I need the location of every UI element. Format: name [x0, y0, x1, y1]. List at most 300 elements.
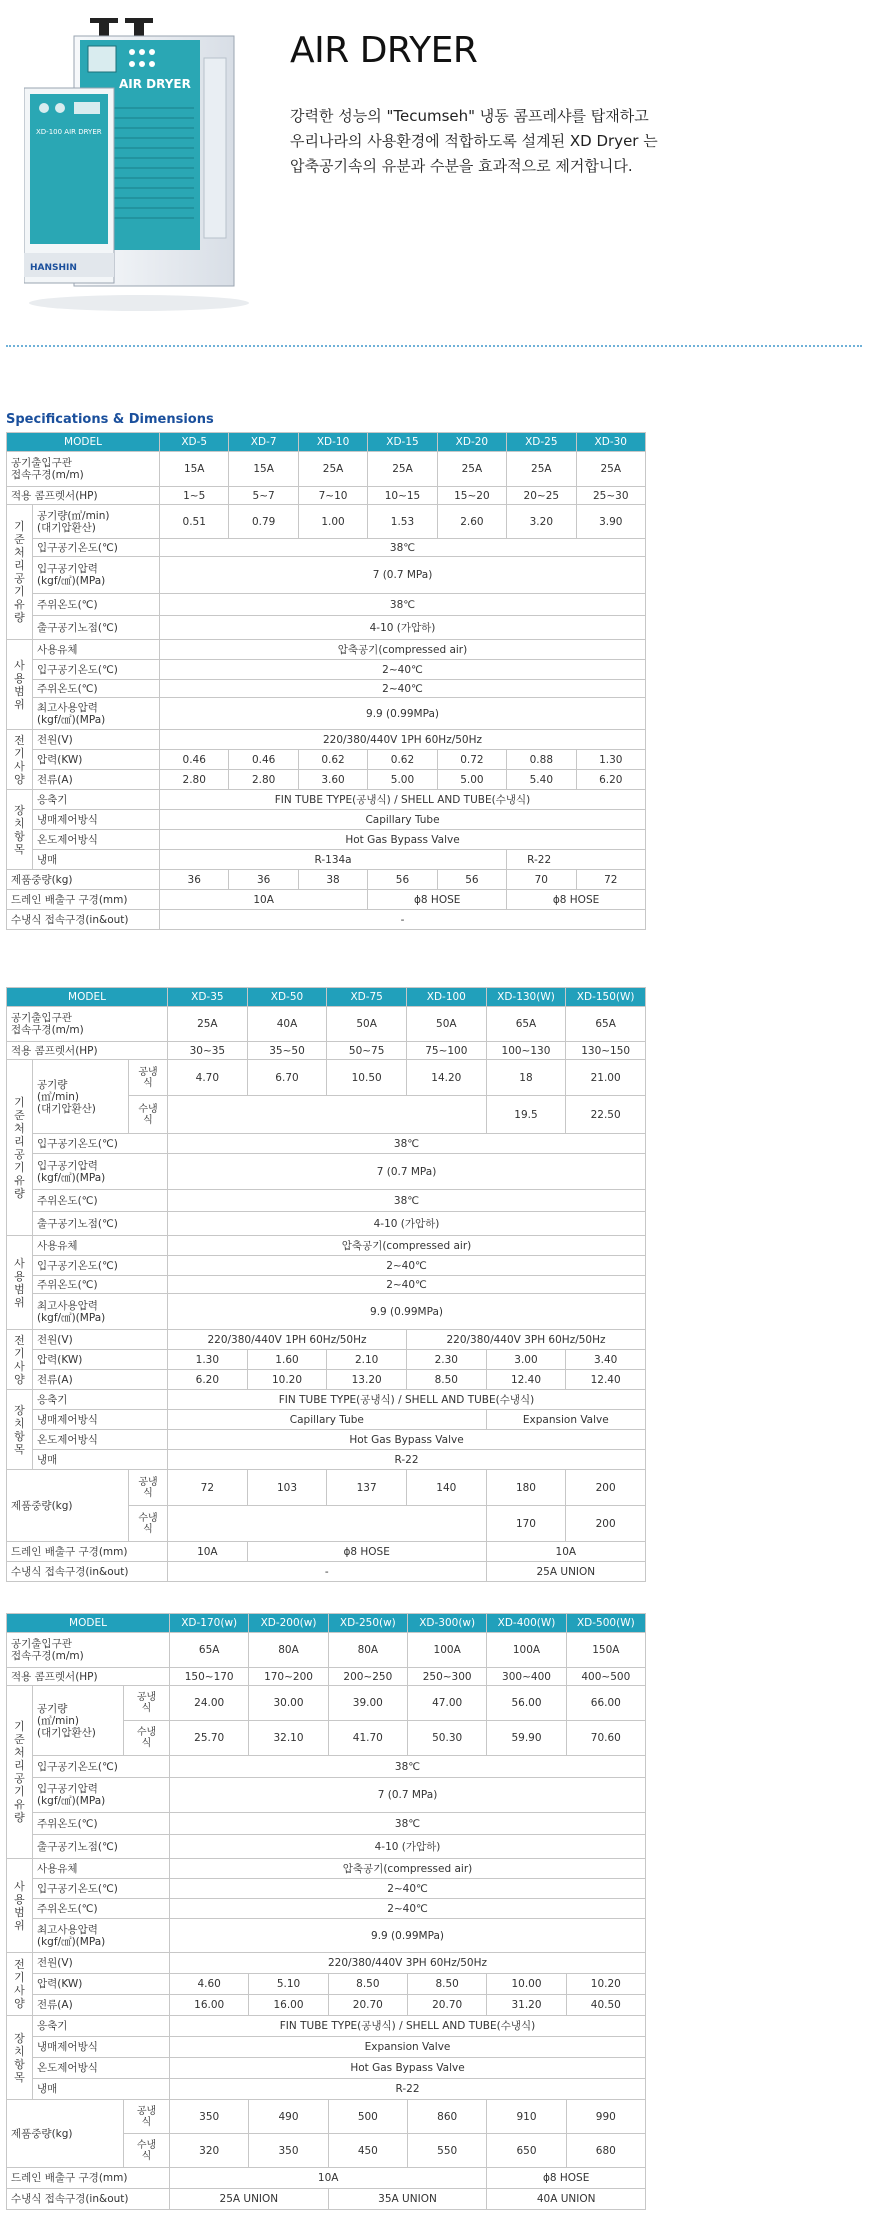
- table-cell: 80A: [249, 1633, 328, 1668]
- group-label: 장치 항목: [7, 2016, 33, 2100]
- table-cell: 1.30: [168, 1350, 248, 1370]
- table-cell: 38℃: [170, 1756, 646, 1778]
- table-cell: 47.00: [408, 1686, 487, 1721]
- table-cell: 1.60: [247, 1350, 327, 1370]
- header-cell: XD-15: [368, 433, 437, 452]
- table-cell: 4.70: [168, 1060, 248, 1096]
- table-cell: 3.40: [566, 1350, 646, 1370]
- table-cell: Hot Gas Bypass Valve: [170, 2058, 646, 2079]
- table-cell: 6.70: [247, 1060, 327, 1096]
- table-cell: 130~150: [566, 1042, 646, 1060]
- table-cell: 압축공기(compressed air): [168, 1236, 646, 1256]
- row-label: 압력(KW): [33, 1350, 168, 1370]
- table-row: [7, 1859, 646, 1879]
- table-cell: 38℃: [160, 539, 646, 557]
- sub-label: 수냉 식: [129, 1096, 168, 1134]
- table-row: [7, 790, 646, 810]
- table-cell: FIN TUBE TYPE(공냉식) / SHELL AND TUBE(수냉식): [168, 1390, 646, 1410]
- product-header: [0, 0, 870, 350]
- table-cell: 25~30: [576, 487, 645, 505]
- table-cell: 220/380/440V 3PH 60Hz/50Hz: [406, 1330, 645, 1350]
- table-cell: 170~200: [249, 1668, 328, 1686]
- table-row: [7, 2058, 646, 2079]
- table-cell: 3.20: [507, 505, 576, 539]
- table-row: [7, 1542, 646, 1562]
- sub-label: 수냉 식: [124, 1721, 170, 1756]
- row-label: 온도제어방식: [33, 830, 160, 850]
- table-cell: 6.20: [576, 770, 645, 790]
- table-row: [7, 1835, 646, 1859]
- table-cell: 35~50: [247, 1042, 327, 1060]
- table-cell: 5~7: [229, 487, 298, 505]
- table-cell: 910: [487, 2100, 566, 2134]
- row-label: 수냉식 접속구경(in&out): [7, 2189, 170, 2210]
- table-cell: 3.00: [486, 1350, 566, 1370]
- header-cell: XD-50: [247, 988, 327, 1007]
- row-label: 최고사용압력 (kgf/㎠)(MPa): [33, 698, 160, 730]
- table-cell: 12.40: [486, 1370, 566, 1390]
- table-cell: 0.51: [160, 505, 229, 539]
- table-row: [7, 1330, 646, 1350]
- section-divider: [6, 345, 862, 347]
- header-cell: XD-30: [576, 433, 645, 452]
- table-cell: 16.00: [249, 1995, 328, 2016]
- header-cell: XD-7: [229, 433, 298, 452]
- table-row: [7, 1236, 646, 1256]
- table-row: [7, 487, 646, 505]
- row-label: 드레인 배출구 구경(mm): [7, 890, 160, 910]
- table-cell: 9.9 (0.99MPa): [168, 1294, 646, 1330]
- row-label: 제품중량(kg): [7, 2100, 124, 2168]
- table-cell: 350: [170, 2100, 249, 2134]
- table-cell: 39.00: [328, 1686, 407, 1721]
- table-cell: 41.70: [328, 1721, 407, 1756]
- row-label: 전원(V): [33, 730, 160, 750]
- table-cell: 15A: [160, 452, 229, 487]
- table-cell: 0.62: [368, 750, 437, 770]
- table-cell: 50A: [327, 1007, 407, 1042]
- table-cell: 10A: [170, 2168, 487, 2189]
- table-cell: 100~130: [486, 1042, 566, 1060]
- table-cell: 0.46: [160, 750, 229, 770]
- header-cell: MODEL: [7, 433, 160, 452]
- group-label: 사용 범위: [7, 1859, 33, 1953]
- row-label: 주위온도(℃): [33, 594, 160, 616]
- table-row: [7, 698, 646, 730]
- table-cell: ϕ8 HOSE: [507, 890, 646, 910]
- table-cell: -: [160, 910, 646, 930]
- table-cell: 38℃: [168, 1134, 646, 1154]
- table-row: [7, 1042, 646, 1060]
- row-label: 입구공기온도(℃): [33, 1879, 170, 1899]
- table-cell: 10~15: [368, 487, 437, 505]
- row-label: 입구공기온도(℃): [33, 660, 160, 680]
- group-label: 사용 범위: [7, 640, 33, 730]
- table-cell: R-22: [507, 850, 646, 870]
- table-cell: Hot Gas Bypass Valve: [160, 830, 646, 850]
- row-label: 온도제어방식: [33, 2058, 170, 2079]
- header-cell: XD-35: [168, 988, 248, 1007]
- table-cell: 0.79: [229, 505, 298, 539]
- row-label: 사용유체: [33, 640, 160, 660]
- row-label: 냉매제어방식: [33, 810, 160, 830]
- table-cell: 1~5: [160, 487, 229, 505]
- table-cell: 990: [566, 2100, 645, 2134]
- row-label: 주위온도(℃): [33, 1813, 170, 1835]
- table-cell: 2~40℃: [168, 1276, 646, 1294]
- table-cell: 70: [507, 870, 576, 890]
- table-cell: 56: [437, 870, 506, 890]
- table-cell: 0.62: [298, 750, 367, 770]
- table-cell: 32.10: [249, 1721, 328, 1756]
- sub-label: 공냉 식: [124, 2100, 170, 2134]
- table-cell: ϕ8 HOSE: [487, 2168, 646, 2189]
- table-row: [7, 870, 646, 890]
- table-cell: 10A: [168, 1542, 248, 1562]
- row-label: 입구공기온도(℃): [33, 1756, 170, 1778]
- row-label: 적용 콤프렛서(HP): [7, 1042, 168, 1060]
- row-label: 주위온도(℃): [33, 680, 160, 698]
- table-row: [7, 452, 646, 487]
- table-row: [7, 1410, 646, 1430]
- table-cell: 압축공기(compressed air): [170, 1859, 646, 1879]
- row-label: 냉매제어방식: [33, 2037, 170, 2058]
- table-header-row: [7, 433, 646, 452]
- row-label: 압력(KW): [33, 750, 160, 770]
- table-row: [7, 2168, 646, 2189]
- row-label: 입구공기압력 (kgf/㎠)(MPa): [33, 557, 160, 594]
- table-cell: 25A: [168, 1007, 248, 1042]
- header-cell: XD-200(w): [249, 1614, 328, 1633]
- table-cell: 18: [486, 1060, 566, 1096]
- table-row: [7, 1562, 646, 1582]
- table-cell: 1.00: [298, 505, 367, 539]
- sub-label: 공냉 식: [129, 1060, 168, 1096]
- row-label: 입구공기온도(℃): [33, 1134, 168, 1154]
- header-cell: XD-400(W): [487, 1614, 566, 1633]
- table-row: [7, 1350, 646, 1370]
- table-cell: 56: [368, 870, 437, 890]
- table-cell: 100A: [408, 1633, 487, 1668]
- group-label: 기준 처리 공기 유량: [7, 505, 33, 640]
- table-row: [7, 1899, 646, 1919]
- table-row: [7, 640, 646, 660]
- group-label: 기준 처리 공기 유량: [7, 1686, 33, 1859]
- table-cell: 25A UNION: [486, 1562, 645, 1582]
- row-label: 공기량(㎥/min) (대기압환산): [33, 505, 160, 539]
- table-cell: 0.88: [507, 750, 576, 770]
- table-cell: 490: [249, 2100, 328, 2134]
- row-label: 응축기: [33, 2016, 170, 2037]
- row-label: 입구공기압력 (kgf/㎠)(MPa): [33, 1154, 168, 1190]
- table-row: [7, 557, 646, 594]
- table-row: [7, 2016, 646, 2037]
- table-cell: 10.20: [566, 1974, 645, 1995]
- table-cell: Expansion Valve: [170, 2037, 646, 2058]
- table-cell: 38℃: [168, 1190, 646, 1212]
- table-cell: 65A: [486, 1007, 566, 1042]
- table-row: [7, 1668, 646, 1686]
- table-row: [7, 1686, 646, 1721]
- table-cell: 2~40℃: [160, 660, 646, 680]
- row-label: 냉매: [33, 2079, 170, 2100]
- table-row: [7, 1919, 646, 1953]
- table-row: [7, 1007, 646, 1042]
- table-cell: 0.46: [229, 750, 298, 770]
- row-label: 공기출입구관 접속구경(m/m): [7, 1007, 168, 1042]
- row-label: 수냉식 접속구경(in&out): [7, 910, 160, 930]
- spec-table-3: [6, 1613, 646, 2210]
- table-cell: 350: [249, 2134, 328, 2168]
- row-label: 냉매: [33, 850, 160, 870]
- table-cell: 80A: [328, 1633, 407, 1668]
- table-cell: 5.00: [368, 770, 437, 790]
- group-label: 사용 범위: [7, 1236, 33, 1330]
- table-row: [7, 1633, 646, 1668]
- table-cell: 200: [566, 1470, 646, 1506]
- table-row: [7, 770, 646, 790]
- large-unit-label: AIR DRYER: [119, 77, 191, 91]
- table-cell: 170: [486, 1506, 566, 1542]
- table-cell: 16.00: [170, 1995, 249, 2016]
- table-cell: 300~400: [487, 1668, 566, 1686]
- sub-label: 공냉 식: [129, 1470, 168, 1506]
- table-row: [7, 1212, 646, 1236]
- table-row: [7, 1370, 646, 1390]
- table-cell: R-22: [170, 2079, 646, 2100]
- table-cell: 30.00: [249, 1686, 328, 1721]
- header-cell: XD-300(w): [408, 1614, 487, 1633]
- table-row: [7, 1450, 646, 1470]
- table-cell: 19.5: [486, 1096, 566, 1134]
- table-cell: 180: [486, 1470, 566, 1506]
- table-cell: 50.30: [408, 1721, 487, 1756]
- table-cell: FIN TUBE TYPE(공냉식) / SHELL AND TUBE(수냉식): [170, 2016, 646, 2037]
- table-cell: 36: [229, 870, 298, 890]
- table-header-row: [7, 1614, 646, 1633]
- header-cell: XD-5: [160, 433, 229, 452]
- table-cell: 3.60: [298, 770, 367, 790]
- row-label: 입구공기온도(℃): [33, 539, 160, 557]
- table-cell: 2.80: [160, 770, 229, 790]
- table-cell: 250~300: [408, 1668, 487, 1686]
- table-cell: 15A: [229, 452, 298, 487]
- table-cell: 20.70: [328, 1995, 407, 2016]
- table-cell: 20.70: [408, 1995, 487, 2016]
- spec-heading: Specifications & Dimensions: [6, 412, 214, 427]
- row-label: 사용유체: [33, 1859, 170, 1879]
- table-cell: 1.53: [368, 505, 437, 539]
- row-label: 출구공기노점(℃): [33, 1835, 170, 1859]
- table-cell: 38℃: [160, 594, 646, 616]
- row-label: 압력(KW): [33, 1974, 170, 1995]
- table-cell: 25A: [576, 452, 645, 487]
- table-cell: 56.00: [487, 1686, 566, 1721]
- table-cell: 500: [328, 2100, 407, 2134]
- header-cell: MODEL: [7, 988, 168, 1007]
- table-cell: Hot Gas Bypass Valve: [168, 1430, 646, 1450]
- table-cell: 220/380/440V 1PH 60Hz/50Hz: [168, 1330, 407, 1350]
- table-cell: 25.70: [170, 1721, 249, 1756]
- table-cell: 1.30: [576, 750, 645, 770]
- table-cell: 220/380/440V 3PH 60Hz/50Hz: [170, 1953, 646, 1974]
- row-label: 사용유체: [33, 1236, 168, 1256]
- table-row: [7, 1276, 646, 1294]
- row-label: 전원(V): [33, 1330, 168, 1350]
- table-cell: 59.90: [487, 1721, 566, 1756]
- table-cell: 압축공기(compressed air): [160, 640, 646, 660]
- table-cell: 65A: [170, 1633, 249, 1668]
- table-cell: 150A: [566, 1633, 645, 1668]
- table-row: [7, 810, 646, 830]
- table-cell: 200~250: [328, 1668, 407, 1686]
- table-cell: 3.90: [576, 505, 645, 539]
- row-label: 수냉식 접속구경(in&out): [7, 1562, 168, 1582]
- table-cell: 25A: [368, 452, 437, 487]
- table-cell: 10A: [486, 1542, 645, 1562]
- table-row: [7, 1756, 646, 1778]
- row-label: 제품중량(kg): [7, 1470, 129, 1542]
- table-cell: 100A: [487, 1633, 566, 1668]
- page-title: AIR DRYER: [290, 30, 478, 71]
- table-row: [7, 1390, 646, 1410]
- table-cell: 320: [170, 2134, 249, 2168]
- table-row: [7, 1995, 646, 2016]
- row-label: 출구공기노점(℃): [33, 1212, 168, 1236]
- table-cell: 2~40℃: [170, 1879, 646, 1899]
- table-cell: 4-10 (가압하): [168, 1212, 646, 1236]
- row-label: 주위온도(℃): [33, 1190, 168, 1212]
- table-cell: Capillary Tube: [168, 1410, 487, 1430]
- table-cell: 50A: [406, 1007, 486, 1042]
- group-label: 전기 사양: [7, 1330, 33, 1390]
- table-cell: 50~75: [327, 1042, 407, 1060]
- table-row: [7, 1154, 646, 1190]
- table-cell: 38: [298, 870, 367, 890]
- sub-label: 수냉 식: [129, 1506, 168, 1542]
- header-cell: XD-170(w): [170, 1614, 249, 1633]
- table-row: [7, 2037, 646, 2058]
- table-cell: 4.60: [170, 1974, 249, 1995]
- table-row: [7, 2189, 646, 2210]
- header-cell: XD-100: [406, 988, 486, 1007]
- table-row: [7, 616, 646, 640]
- table-cell: Expansion Valve: [486, 1410, 645, 1430]
- table-cell: 14.20: [406, 1060, 486, 1096]
- header-cell: MODEL: [7, 1614, 170, 1633]
- table-row: [7, 2079, 646, 2100]
- header-cell: XD-10: [298, 433, 367, 452]
- header-cell: XD-20: [437, 433, 506, 452]
- table-cell: 15~20: [437, 487, 506, 505]
- row-label: 공기량 (㎥/min) (대기압환산): [33, 1686, 124, 1756]
- table-row: [7, 1134, 646, 1154]
- header-cell: XD-25: [507, 433, 576, 452]
- table-cell: 5.40: [507, 770, 576, 790]
- table-row: [7, 505, 646, 539]
- table-cell: 12.40: [566, 1370, 646, 1390]
- table-cell: 650: [487, 2134, 566, 2168]
- table-row: [7, 850, 646, 870]
- table-cell: 2.60: [437, 505, 506, 539]
- table-cell: [168, 1096, 487, 1134]
- header-cell: XD-150(W): [566, 988, 646, 1007]
- group-label: 전기 사양: [7, 1953, 33, 2016]
- row-label: 주위온도(℃): [33, 1899, 170, 1919]
- row-label: 적용 콤프렛서(HP): [7, 1668, 170, 1686]
- table-row: [7, 1430, 646, 1450]
- table-cell: ϕ8 HOSE: [368, 890, 507, 910]
- row-label: 입구공기온도(℃): [33, 1256, 168, 1276]
- product-image: [24, 18, 254, 318]
- table-cell: 24.00: [170, 1686, 249, 1721]
- table-cell: 2~40℃: [168, 1256, 646, 1276]
- table-cell: 25A: [437, 452, 506, 487]
- table-cell: 31.20: [487, 1995, 566, 2016]
- table-row: [7, 1879, 646, 1899]
- table-cell: 7 (0.7 MPa): [168, 1154, 646, 1190]
- table-cell: 7 (0.7 MPa): [170, 1778, 646, 1813]
- table-row: [7, 1294, 646, 1330]
- table-cell: Capillary Tube: [160, 810, 646, 830]
- table-cell: R-22: [168, 1450, 646, 1470]
- table-cell: 860: [408, 2100, 487, 2134]
- table-cell: 7 (0.7 MPa): [160, 557, 646, 594]
- table-row: [7, 1470, 646, 1506]
- table-cell: 8.50: [408, 1974, 487, 1995]
- row-label: 온도제어방식: [33, 1430, 168, 1450]
- table-cell: 150~170: [170, 1668, 249, 1686]
- header-cell: XD-250(w): [328, 1614, 407, 1633]
- table-cell: 75~100: [406, 1042, 486, 1060]
- table-row: [7, 730, 646, 750]
- table-row: [7, 1190, 646, 1212]
- table-cell: 70.60: [566, 1721, 645, 1756]
- table-cell: 20~25: [507, 487, 576, 505]
- table-row: [7, 539, 646, 557]
- table-row: [7, 1778, 646, 1813]
- group-label: 기준 처리 공기 유량: [7, 1060, 33, 1236]
- table-cell: 35A UNION: [328, 2189, 487, 2210]
- table-cell: 2.80: [229, 770, 298, 790]
- table-cell: 200: [566, 1506, 646, 1542]
- sub-label: 공냉 식: [124, 1686, 170, 1721]
- table-row: [7, 890, 646, 910]
- table-row: [7, 1813, 646, 1835]
- small-unit-label: XD-100 AIR DRYER: [36, 128, 102, 136]
- row-label: 주위온도(℃): [33, 1276, 168, 1294]
- table-cell: 137: [327, 1470, 407, 1506]
- table-cell: 65A: [566, 1007, 646, 1042]
- air-dryer-illustration: [24, 18, 254, 318]
- row-label: 최고사용압력 (kgf/㎠)(MPa): [33, 1919, 170, 1953]
- table-cell: 38℃: [170, 1813, 646, 1835]
- row-label: 출구공기노점(℃): [33, 616, 160, 640]
- table-cell: 72: [576, 870, 645, 890]
- row-label: 공기출입구관 접속구경(m/m): [7, 1633, 170, 1668]
- table-cell: 220/380/440V 1PH 60Hz/50Hz: [160, 730, 646, 750]
- table-cell: 4-10 (가압하): [160, 616, 646, 640]
- table-cell: 2.30: [406, 1350, 486, 1370]
- table-row: [7, 594, 646, 616]
- table-cell: 4-10 (가압하): [170, 1835, 646, 1859]
- table-cell: 9.9 (0.99MPa): [160, 698, 646, 730]
- table-cell: 7~10: [298, 487, 367, 505]
- table-cell: 680: [566, 2134, 645, 2168]
- table-row: [7, 1256, 646, 1276]
- table-cell: 5.00: [437, 770, 506, 790]
- row-label: 입구공기압력 (kgf/㎠)(MPa): [33, 1778, 170, 1813]
